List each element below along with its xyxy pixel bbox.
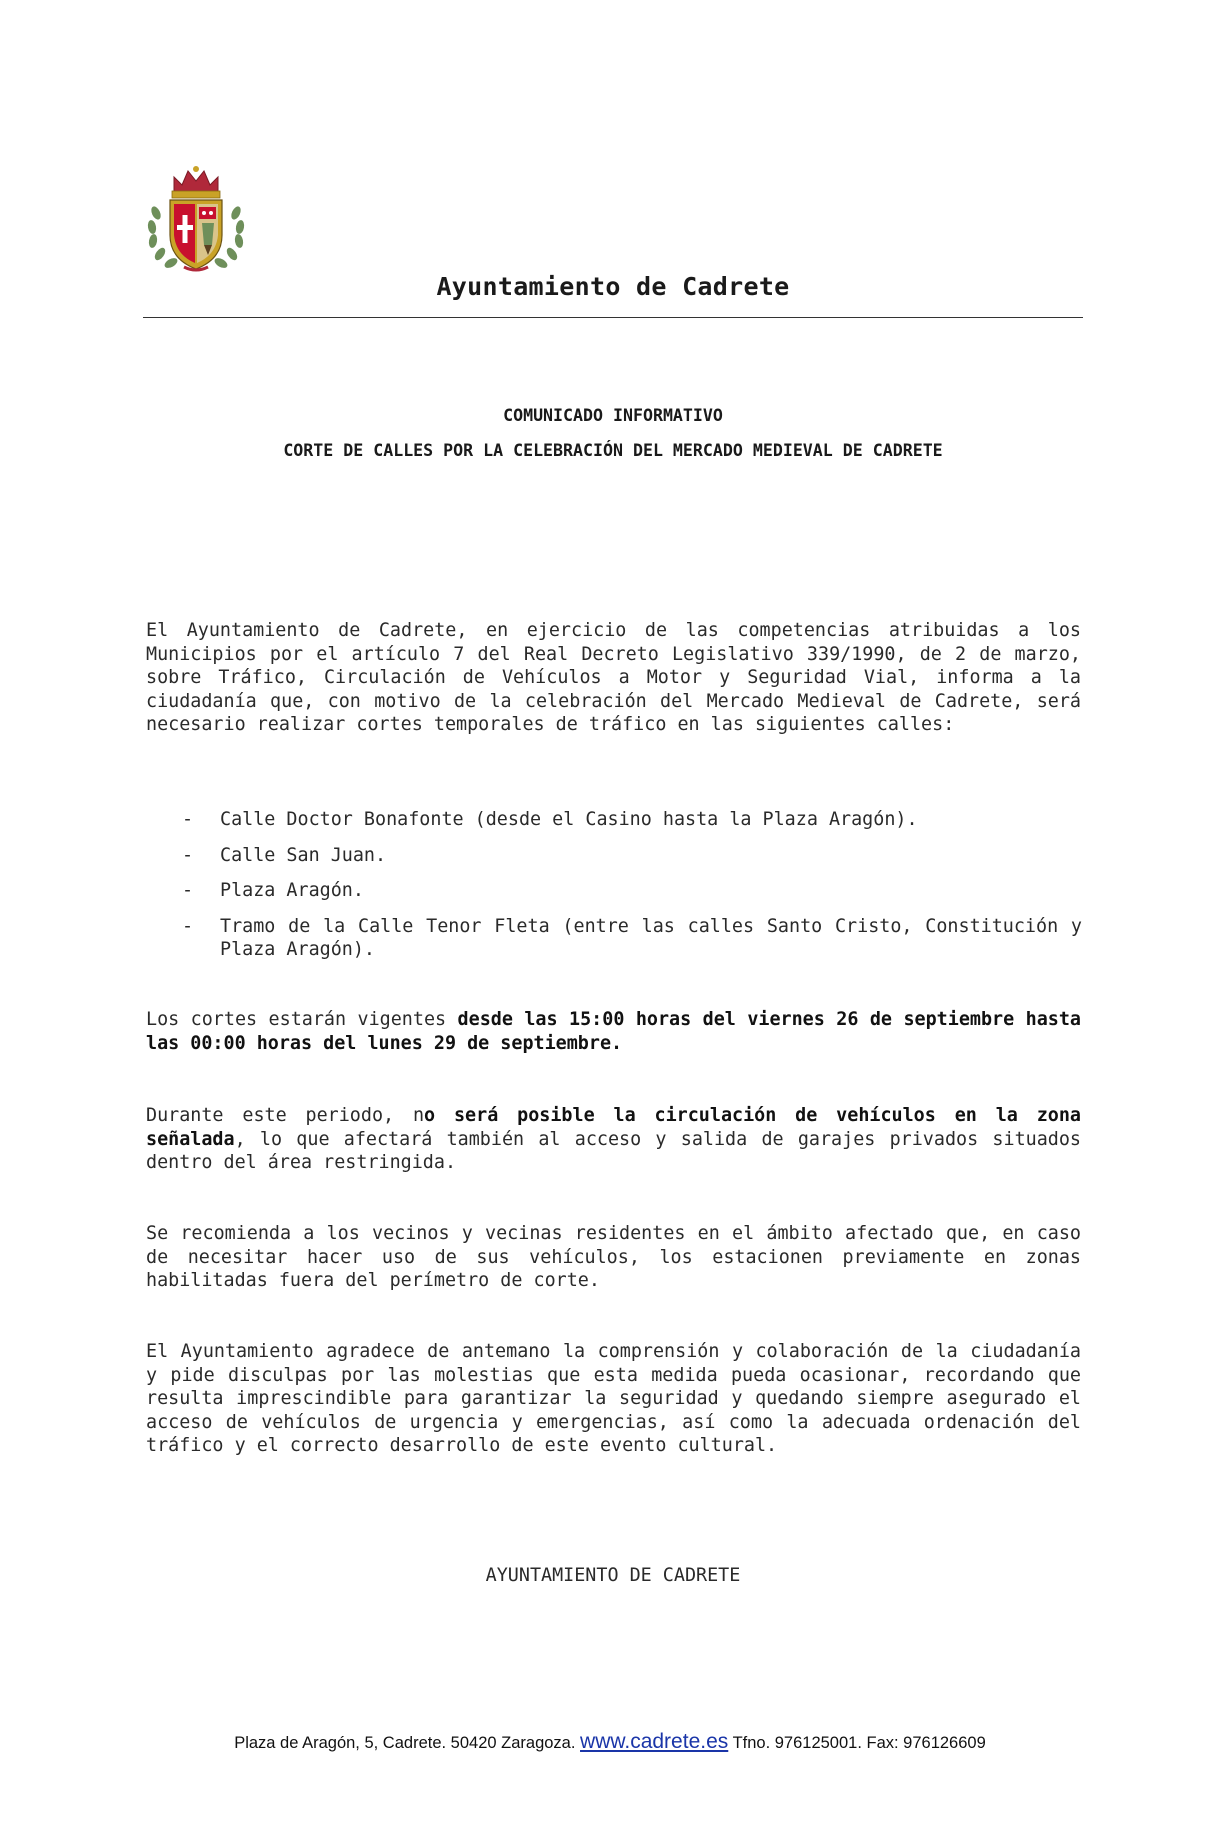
intro-paragraph: El Ayuntamiento de Cadrete, en ejercicio de las competencias atribuidas a los Municipios por el artículo 7 del Real Decreto Legislativo 339/1990, de 2 de marzo, sobre Tráfico, Circulación de Vehículos a Motor y Seguridad Vial, informa a la ciudadanía que, con motivo de la celebración del Mercado Medieval de Cadrete, será necesario realizar cortes temporales de tráfico en las siguientes calles: — [146, 620, 1081, 735]
recommendation-paragraph: Se recomienda a los vecinos y vecinas residentes en el ámbito afectado que, en caso de necesitar hacer uso de sus vehículos, los estacionen previamente en zonas habilitadas fuera del perímetro de corte. — [146, 1223, 1081, 1291]
coat-of-arms-icon — [144, 163, 248, 277]
schedule-prefix: Los cortes estarán vigentes — [146, 1009, 458, 1030]
list-bullet: - — [182, 809, 194, 830]
signature: AYUNTAMIENTO DE CADRETE — [485, 1565, 741, 1586]
schedule-dates: desde las 15:00 horas del viernes 26 de septiembre hasta las 00:00 horas del lunes 29 de septiembre. — [146, 1009, 1081, 1054]
notice-label: COMUNICADO INFORMATIVO — [503, 406, 723, 425]
footer — [0, 1730, 1220, 1754]
street-name: Plaza Aragón. — [220, 880, 364, 901]
street-list — [182, 808, 1082, 974]
page-title: Ayuntamiento de Cadrete — [436, 272, 790, 301]
street-name: Tramo de la Calle Tenor Fleta (entre las calles Santo Cristo, Constitución y Plaza Aragón). — [220, 915, 1082, 960]
website-link[interactable]: www.cadrete.es — [580, 1730, 729, 1753]
list-item — [182, 808, 1082, 832]
list-item — [182, 879, 1082, 903]
restriction-paragraph — [146, 1104, 1081, 1175]
schedule-paragraph — [146, 1008, 1081, 1055]
notice-subject: CORTE DE CALLES POR LA CELEBRACIÓN DEL MERCADO MEDIEVAL DE CADRETE — [283, 441, 943, 460]
list-item — [182, 844, 1082, 868]
list-bullet: - — [182, 880, 194, 901]
street-name: Calle San Juan. — [220, 844, 387, 866]
restriction-prefix: Durante este periodo, n — [146, 1105, 425, 1126]
footer-contact: Tfno. 976125001. Fax: 976126609 — [732, 1734, 986, 1752]
header-divider — [143, 317, 1083, 318]
footer-address: Plaza de Aragón, 5, Cadrete. 50420 Zaragoza. — [234, 1734, 576, 1752]
street-name: Calle Doctor Bonafonte (desde el Casino hasta la Plaza Aragón). — [220, 809, 918, 830]
restriction-emphasis: o será posible la circulación de vehículos en la zona señalada — [146, 1105, 1081, 1150]
closing-paragraph: El Ayuntamiento agradece de antemano la comprensión y colaboración de la ciudadanía y pide disculpas por las molestias que esta medida pueda ocasionar, recordando que resulta imprescindible para garantizar la seguridad y quedando siempre asegurado el acceso de vehículos de urgencia y emergencias, así como la adecuada ordenación del tráfico y el correcto desarrollo de este evento cultural. — [146, 1341, 1081, 1456]
restriction-suffix: , lo que afectará también al acceso y salida de garajes privados situados dentro del área restringida. — [146, 1128, 1081, 1173]
list-item — [182, 915, 1082, 962]
list-bullet: - — [182, 915, 194, 937]
list-bullet: - — [182, 844, 194, 866]
